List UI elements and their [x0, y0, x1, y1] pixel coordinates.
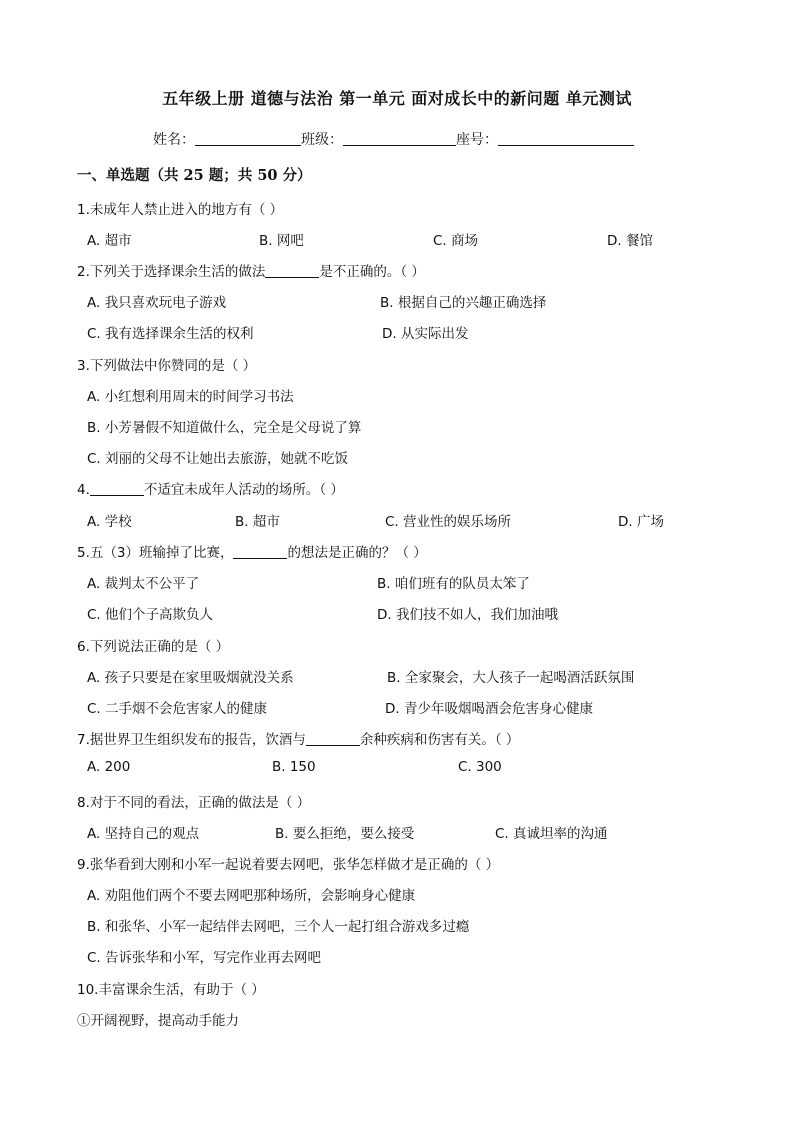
- q1-option-c: C. 商场: [433, 233, 479, 249]
- q10-note-1: ①开阔视野，提高动手能力: [77, 1013, 239, 1029]
- q2-text-post: 是不正确的。（ ）: [319, 264, 425, 280]
- class-blank[interactable]: [343, 131, 456, 146]
- q4-text-pre: 4.: [77, 482, 90, 498]
- question-3: 3.下列做法中你赞同的是（ ）: [77, 358, 257, 374]
- q9-option-b: B. 和张华、小军一起结伴去网吧，三个人一起打组合游戏多过瘾: [87, 919, 470, 935]
- name-blank[interactable]: [195, 131, 301, 146]
- q6-option-d: D. 青少年吸烟喝酒会危害身心健康: [385, 701, 593, 717]
- question-1: 1.未成年人禁止进入的地方有（ ）: [77, 202, 284, 218]
- q5-option-c: C. 他们个子高欺负人: [87, 607, 214, 623]
- class-label: 班级：: [301, 132, 343, 148]
- page-title: 五年级上册 道德与法治 第一单元 面对成长中的新问题 单元测试: [162, 89, 632, 108]
- q7-text-pre: 7.据世界卫生组织发布的报告，饮酒与: [77, 732, 306, 748]
- student-info-line: [153, 129, 634, 149]
- q9-option-c: C. 告诉张华和小军，写完作业再去网吧: [87, 950, 322, 966]
- name-label: 姓名：: [153, 132, 195, 148]
- q4-option-b: B. 超市: [235, 514, 280, 530]
- q7-blank: [306, 733, 360, 746]
- q1-option-b: B. 网吧: [259, 233, 304, 249]
- q7-option-c: C. 300: [458, 759, 502, 775]
- q5-blank: [233, 546, 287, 559]
- question-5: [77, 541, 427, 561]
- q2-option-d: D. 从实际出发: [382, 326, 469, 342]
- q2-blank: [265, 265, 319, 278]
- q1-option-a: A. 超市: [87, 233, 132, 249]
- q8-option-c: C. 真诚坦率的沟通: [495, 826, 608, 842]
- seat-blank[interactable]: [498, 131, 634, 146]
- q2-option-a: A. 我只喜欢玩电子游戏: [87, 295, 227, 311]
- q6-option-c: C. 二手烟不会危害家人的健康: [87, 701, 268, 717]
- section-title: 一、单选题（共 25 题；共 50 分）: [77, 167, 312, 184]
- q2-option-b: B. 根据自己的兴趣正确选择: [380, 295, 547, 311]
- q5-option-a: A. 裁判太不公平了: [87, 576, 200, 592]
- question-8: 8.对于不同的看法，正确的做法是（ ）: [77, 795, 311, 811]
- seat-label: 座号：: [456, 132, 498, 148]
- q3-option-a: A. 小红想利用周末的时间学习书法: [87, 389, 294, 405]
- q5-text-post: 的想法是正确的？（ ）: [287, 545, 427, 561]
- q4-option-c: C. 营业性的娱乐场所: [385, 514, 512, 530]
- q2-option-c: C. 我有选择课余生活的权利: [87, 326, 254, 342]
- q4-option-d: D. 广场: [618, 514, 664, 530]
- q3-option-b: B. 小芳暑假不知道做什么，完全是父母说了算: [87, 420, 362, 436]
- question-4: [77, 478, 344, 498]
- q2-text-pre: 2.下列关于选择课余生活的做法: [77, 264, 266, 280]
- q6-option-b: B. 全家聚会，大人孩子一起喝酒活跃氛围: [387, 670, 635, 686]
- q5-option-b: B. 咱们班有的队员太笨了: [377, 576, 530, 592]
- q1-option-d: D. 餐馆: [607, 233, 653, 249]
- question-10: 10.丰富课余生活，有助于（ ）: [77, 982, 265, 998]
- q3-option-c: C. 刘丽的父母不让她出去旅游，她就不吃饭: [87, 451, 349, 467]
- q7-option-b: B. 150: [272, 759, 316, 775]
- question-6: 6.下列说法正确的是（ ）: [77, 639, 230, 655]
- q9-option-a: A. 劝阻他们两个不要去网吧那种场所，会影响身心健康: [87, 888, 416, 904]
- question-2: [77, 260, 425, 280]
- q8-option-a: A. 坚持自己的观点: [87, 826, 200, 842]
- q8-option-b: B. 要么拒绝，要么接受: [275, 826, 415, 842]
- q5-text-pre: 5.五（3）班输掉了比赛，: [77, 545, 234, 561]
- q6-option-a: A. 孩子只要是在家里吸烟就没关系: [87, 670, 294, 686]
- q4-text-post: 不适宜未成年人活动的场所。（ ）: [143, 482, 344, 498]
- q7-option-a: A. 200: [87, 759, 131, 775]
- q4-blank: [90, 483, 144, 496]
- q7-text-post: 余种疾病和伤害有关。（ ）: [359, 732, 520, 748]
- q4-option-a: A. 学校: [87, 514, 132, 530]
- question-9: 9.张华看到大刚和小军一起说着要去网吧，张华怎样做才是正确的（ ）: [77, 857, 500, 873]
- q5-option-d: D. 我们技不如人，我们加油哦: [377, 607, 558, 623]
- question-7: [77, 728, 519, 748]
